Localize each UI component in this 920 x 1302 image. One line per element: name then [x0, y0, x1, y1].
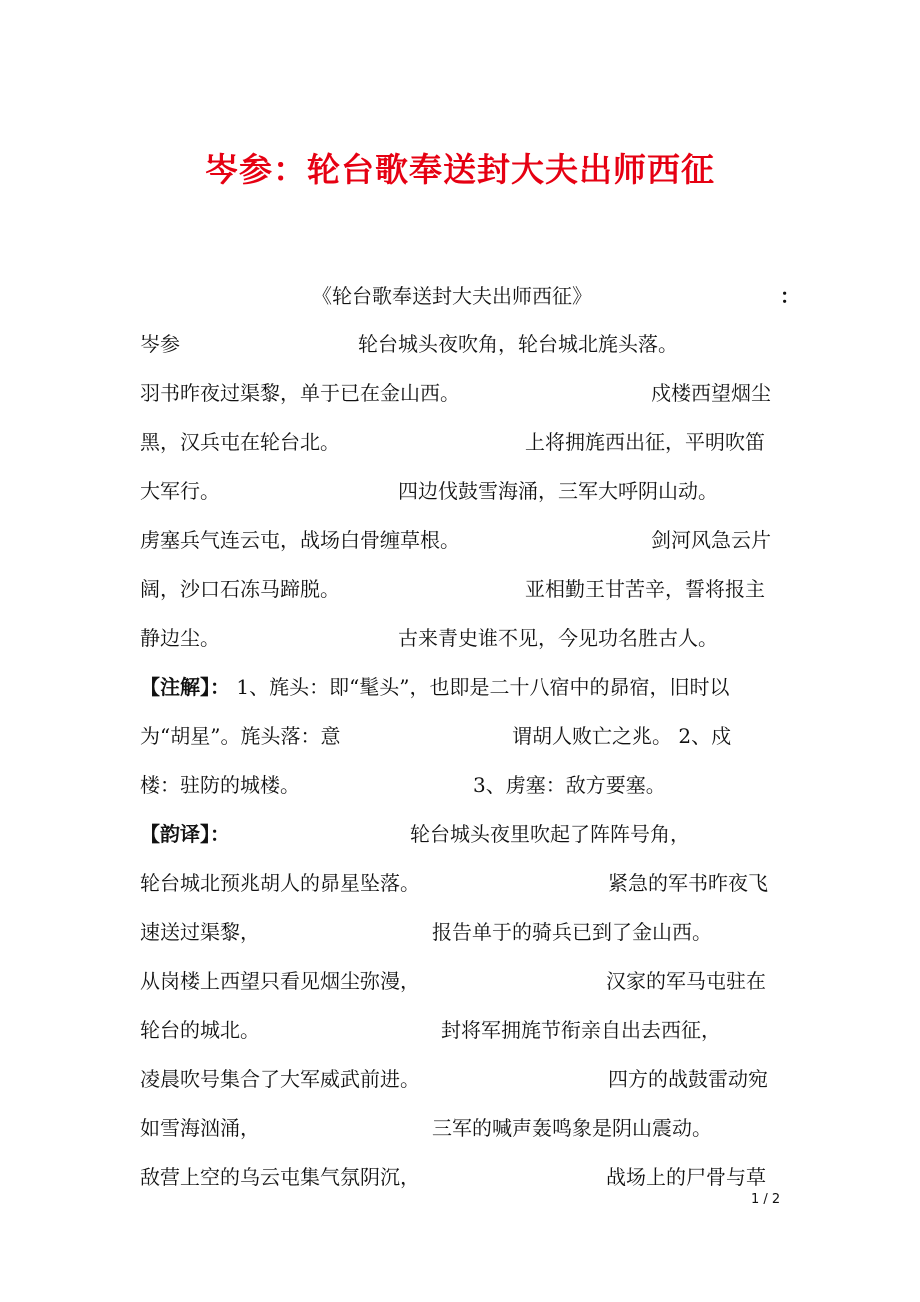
line-text: 黑，汉兵屯在轮台北。: [140, 430, 340, 454]
translation-line: [140, 969, 790, 1018]
line-text: 【注解】： 1、旄头：即“髦头”，也即是二十八宿中的昴宿，旧时以: [140, 675, 730, 699]
line-text: 从岗楼上西望只看见烟尘弥漫，: [140, 969, 420, 993]
line-text-right: 亚相勤王甘苦辛，誓将报主: [525, 577, 765, 601]
line-text-right: 古来青史谁不见，今见功名胜古人。: [398, 626, 718, 650]
translation-line: [140, 1067, 790, 1116]
line-text-right: 封将军拥旄节衔亲自出去西征，: [441, 1018, 721, 1042]
translation-line: [140, 1018, 790, 1067]
line-text: 楼：驻防的城楼。: [140, 773, 300, 797]
page-number: 1 / 2: [751, 1192, 781, 1207]
annotation-line: [140, 724, 790, 773]
annotation-line: [140, 675, 790, 724]
line-text: 静边尘。: [140, 626, 220, 650]
line-text-right: 紧急的军书昨夜飞: [608, 871, 768, 895]
translation-line: [140, 1165, 790, 1214]
subtitle-line: [140, 284, 800, 332]
line-text-right: 四方的战鼓雷动宛: [608, 1067, 768, 1091]
text-line: [140, 626, 790, 675]
line-text: 速送过渠黎，: [140, 920, 260, 944]
line-text: 轮台城北预兆胡人的昴星坠落。: [140, 871, 420, 895]
line-text: 敌营上空的乌云屯集气氛阴沉，: [140, 1165, 420, 1189]
line-text: 虏塞兵气连云屯，战场白骨缠草根。: [140, 528, 460, 552]
translation-line: [140, 871, 790, 920]
section-heading: 【韵译】：: [140, 822, 230, 846]
line-text: 凌晨吹号集合了大军威武前进。: [140, 1067, 420, 1091]
line-text: 为“胡星”。旄头落：意: [140, 724, 341, 748]
section-heading: 【注解】：: [140, 675, 230, 699]
line-text: 阔，沙口石冻马蹄脱。: [140, 577, 340, 601]
subtitle-mark: ：: [780, 284, 800, 308]
text-line: [140, 381, 790, 430]
document-body: [140, 284, 800, 1214]
line-text-right: 剑河风急云片: [651, 528, 771, 552]
line-text-right: 战场上的尸骨与草: [606, 1165, 766, 1189]
line-text-right: 谓胡人败亡之兆。 2、戍: [512, 724, 732, 748]
annotation-line: [140, 773, 790, 822]
poem-subtitle: 《轮台歌奉送封大夫出师西征》: [312, 284, 592, 308]
line-text: [140, 822, 230, 846]
line-text-right: 三军的喊声轰鸣象是阴山震动。: [432, 1116, 712, 1140]
line-text-right: 3、虏塞：敌方要塞。: [473, 773, 666, 797]
text-line: [140, 577, 790, 626]
line-text: 岑参: [140, 332, 180, 356]
text-line: [140, 332, 790, 381]
line-text: 如雪海汹涌，: [140, 1116, 260, 1140]
translation-line: [140, 1116, 790, 1165]
line-text-right: 报告单于的骑兵已到了金山西。: [432, 920, 712, 944]
line-text-right: 轮台城头夜吹角，轮台城北旄头落。: [358, 332, 678, 356]
translation-line: [140, 822, 790, 871]
line-text-right: 四边伐鼓雪海涌，三军大呼阴山动。: [398, 479, 718, 503]
line-text-right: 轮台城头夜里吹起了阵阵号角，: [410, 822, 690, 846]
line-text: 羽书昨夜过渠黎，单于已在金山西。: [140, 381, 460, 405]
line-text-right: 汉家的军马屯驻在: [606, 969, 766, 993]
line-text: 大军行。: [140, 479, 220, 503]
text-line: [140, 528, 790, 577]
text-line: [140, 479, 790, 528]
line-text-right: 上将拥旄西出征，平明吹笛: [525, 430, 765, 454]
translation-line: [140, 920, 790, 969]
text-line: [140, 430, 790, 479]
line-text-right: 戍楼西望烟尘: [651, 381, 771, 405]
document-title: 岑参：轮台歌奉送封大夫出师西征: [205, 150, 715, 189]
line-text: 轮台的城北。: [140, 1018, 260, 1042]
